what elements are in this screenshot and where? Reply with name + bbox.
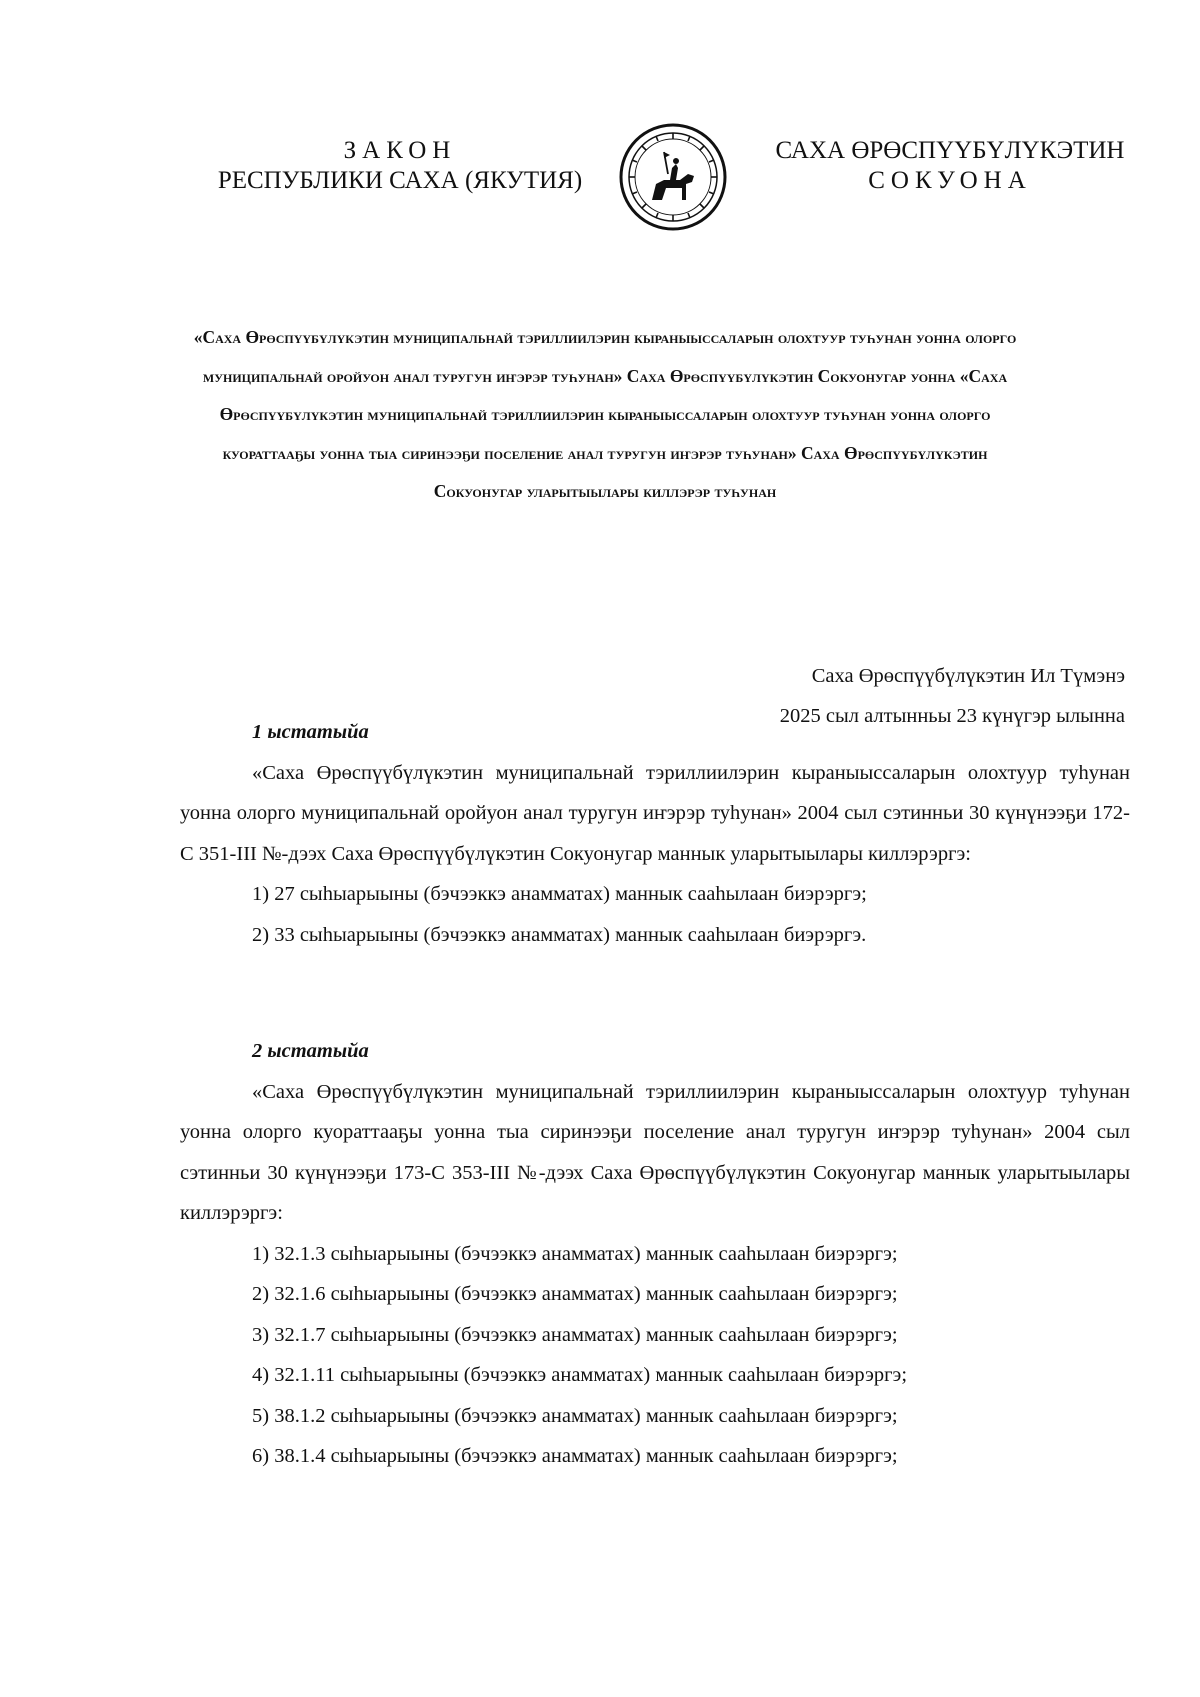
article-item: 6) 38.1.4 сыһыарыыны (бэчээккэ анамматах) маннык сааһылаан биэрэргэ; bbox=[252, 1445, 898, 1467]
header-law-label-sakha: СОКУОНА bbox=[868, 167, 1032, 194]
header-law-label: ЗАКОН bbox=[343, 137, 457, 164]
article-item: 5) 38.1.2 сыһыарыыны (бэчээккэ анамматах) маннык сааһылаан биэрэргэ; bbox=[252, 1404, 898, 1427]
header-left bbox=[190, 136, 610, 196]
republic-emblem-icon bbox=[618, 122, 728, 232]
adoption-body: Саха Өрөспүүбүлүкэтин Ил Түмэнэ bbox=[811, 665, 1125, 687]
article-item: 4) 32.1.11 сыһыарыыны (бэчээккэ анамматах) маннык сааһылаан биэрэргэ; bbox=[252, 1364, 908, 1386]
article-intro: «Саха Өрөспүүбүлүкэтин муниципальнай тэриллиилэрин кыраныыссаларын олохтуур туһунан уонна олорго куораттааҕы уонна тыа сиринээҕи поселение анал туругун иҥэрэр туһунан» 2004 сыл сэтинньи 30 күнүнээҕи 173-С 353-III №-дээх Саха Өрөспүүбүлүкэтин Сокуонугар маннык уларытыылары киллэрэргэ: bbox=[180, 1080, 1130, 1224]
header-right bbox=[770, 136, 1130, 196]
document-title: «Саха Өрөспүүбүлүкэтин муниципальнай тэриллиилэрин кыраныыссаларын олохтуур туһунан уонна олорго муниципальнай оройуон анал туругун иҥэрэр туһунан» Саха Өрөспүүбүлүкэтин Сокуонугар уонна «Саха Өрөспүүбүлүкэтин муниципальнай тэриллиилэрин кыраныыссаларын олохтуур туһунан уонна олорго куораттааҕы уонна тыа сиринээҕи поселение анал туругун иҥэрэр туһунан» Саха Өрөспүүбүлүкэтин Сокуонугар уларытыылары киллэрэр туһунан bbox=[193, 327, 1017, 502]
article-heading: 1 ыстатыйа bbox=[252, 721, 369, 743]
article-item: 2) 32.1.6 сыһыарыыны (бэчээккэ анамматах) маннык сааһылаан биэрэргэ; bbox=[252, 1283, 898, 1305]
article-intro: «Саха Өрөспүүбүлүкэтин муниципальнай тэриллиилэрин кыраныыссаларын олохтуур туһунан уонна олорго муниципальнай оройуон анал туругун иҥэрэр туһунан» 2004 сыл сэтинньи 30 күнүнээҕи 172-С 351-III №-дээх Саха Өрөспүүбүлүкэтин Сокуонугар маннык уларытыылары киллэрэргэ: bbox=[180, 761, 1130, 865]
adoption-date: 2025 сыл алтынньы 23 күнүгэр ылынна bbox=[779, 705, 1125, 727]
article-item: 3) 32.1.7 сыһыарыыны (бэчээккэ анамматах) маннык сааһылаан биэрэргэ; bbox=[252, 1323, 898, 1346]
article-item: 1) 32.1.3 сыһыарыыны (бэчээккэ анамматах) маннык сааһылаан биэрэргэ; bbox=[252, 1242, 898, 1265]
article-1 bbox=[180, 712, 1130, 955]
header-republic-name: РЕСПУБЛИКИ САХА (ЯКУТИЯ) bbox=[217, 167, 583, 194]
article-item: 2) 33 сыһыарыыны (бэчээккэ анамматах) маннык сааһылаан биэрэргэ. bbox=[252, 923, 867, 946]
article-heading: 2 ыстатыйа bbox=[252, 1040, 369, 1062]
article-item: 1) 27 сыһыарыыны (бэчээккэ анамматах) маннык сааһылаан биэрэргэ; bbox=[252, 883, 867, 905]
header-republic-name-sakha: САХА ӨРӨСПҮҮБҮЛҮКЭТИН bbox=[775, 137, 1125, 164]
article-2 bbox=[180, 1031, 1130, 1477]
